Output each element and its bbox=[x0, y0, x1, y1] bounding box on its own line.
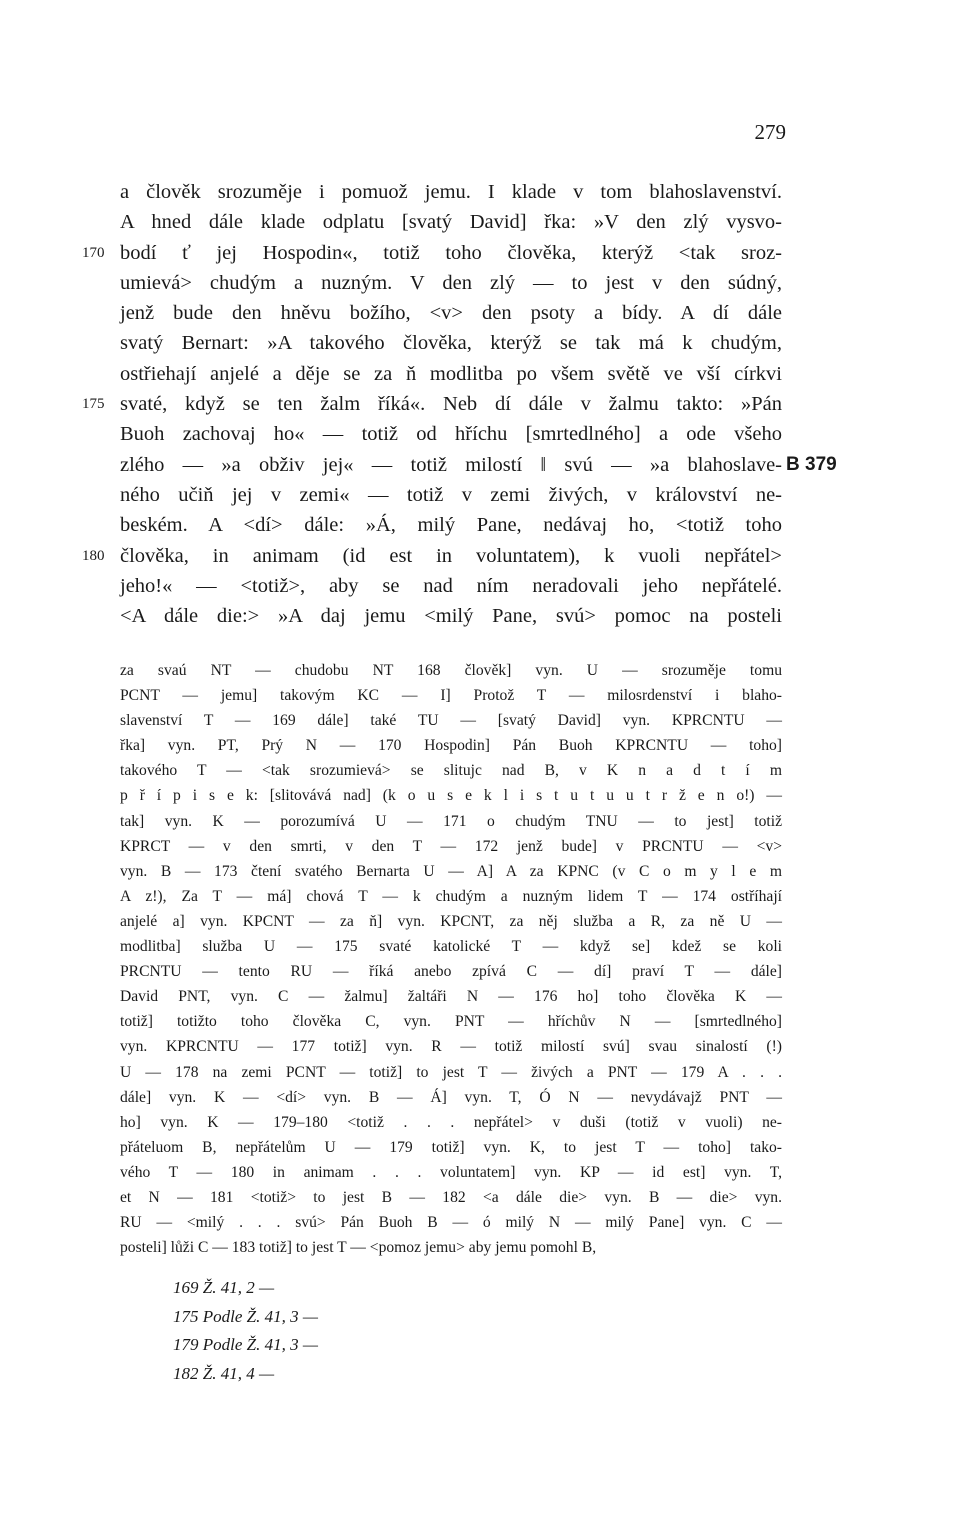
text-line-content: jenž bude den hněvu božího, <v> den psoty a bídy. A dí dále bbox=[120, 302, 782, 325]
apparatus-line: totiž] totižto toho člověka C, vyn. PNT — hříchův N — [smrtedlného] bbox=[120, 1013, 782, 1031]
text-line bbox=[120, 328, 782, 358]
apparatus-line: David PNT, vyn. C — žalmu] žaltáři N — 176 ho] toho člověka K — bbox=[120, 988, 782, 1006]
line-number: 175 bbox=[82, 396, 105, 413]
apparatus-line: ho] vyn. K — 179–180 <totiž . . . nepřátel> v duši (totiž v vuoli) ne- bbox=[120, 1113, 782, 1131]
reference-line: 179 Podle Ž. 41, 3 — bbox=[173, 1335, 318, 1354]
text-line bbox=[120, 571, 782, 601]
text-line bbox=[82, 389, 782, 419]
apparatus-line: posteli] lůži C — 183 totiž] to jest T — <pomoz jemu> aby jemu pomohl B, bbox=[120, 1239, 597, 1257]
text-line bbox=[82, 238, 782, 268]
text-line bbox=[120, 480, 782, 510]
reference-line: 182 Ž. 41, 4 — bbox=[173, 1363, 275, 1383]
critical-apparatus bbox=[120, 658, 782, 1260]
apparatus-line: PRCNTU — tento RU — říká anebo zpívá C — dí] praví T — dále] bbox=[120, 963, 782, 981]
text-line-content: svaté, když se ten žalm říká«. Neb dí dále v žalmu takto: »Pán bbox=[120, 393, 782, 416]
text-line-content: ného učiň jej v zemi« — totiž v zemi živých, v království ne- bbox=[120, 483, 782, 506]
apparatus-line: takového T — <tak srozumievá> se slitujc nad B, v K n a d t í m bbox=[120, 762, 782, 780]
text-line-content: beském. A <dí> dále: »Á, milý Pane, nedávaj ho, <totiž toho bbox=[120, 514, 782, 537]
text-line bbox=[120, 601, 782, 631]
line-number: 180 bbox=[82, 547, 105, 564]
page-number: 279 bbox=[754, 120, 786, 144]
reference-line: 175 Podle Ž. 41, 3 — bbox=[173, 1306, 318, 1326]
apparatus-line: PCNT — jemu] takovým KC — I] Protož T — milosrdenství i blaho- bbox=[120, 687, 782, 705]
text-line-content: A hned dále klade odplatu [svatý David] řka: »V den zlý vysvo- bbox=[120, 211, 782, 234]
apparatus-line: za svaú NT — chudobu NT 168 člověk] vyn. U — srozuměje tomu bbox=[120, 662, 782, 679]
apparatus-line: A z!), Za T — má] chová T — k chudým a nuzným lidem T — 174 ostříhají bbox=[120, 887, 782, 905]
text-line-content: Buoh zachovaj ho« — totiž od hříchu [smrtedlného] a ode všeho bbox=[120, 423, 782, 446]
margin-reference: B 379 bbox=[786, 453, 837, 475]
text-line bbox=[120, 359, 782, 389]
apparatus-line: anjelé a] vyn. KPCNT — za ň] vyn. KPCNT, za něj služba a R, za ně U — bbox=[120, 912, 782, 930]
apparatus-line: slavenství T — 169 dále] také TU — [svatý David] vyn. KPRCNTU — bbox=[120, 712, 782, 730]
line-number: 170 bbox=[82, 244, 105, 261]
text-line-content: a člověk srozuměje i pomuož jemu. I klade v tom blahoslavenství. bbox=[120, 181, 782, 203]
apparatus-line: p ř í p i s e k: [slitovává nad] (k o u s e k l i s t u t u u t r ž e n o!) — bbox=[120, 787, 782, 805]
text-line bbox=[120, 177, 782, 207]
apparatus-line: RU — <milý . . . svú> Pán Buoh B — ó milý N — milý Pane] vyn. C — bbox=[120, 1214, 782, 1232]
text-line-content: umievá> chudým a nuzným. V den zlý — to jest v den súdný, bbox=[120, 271, 782, 294]
text-line-content: svatý Bernart: »A takového člověka, kterýž se tak má k chudým, bbox=[120, 332, 782, 355]
apparatus-line: přáteluom B, nepřátelům U — 179 totiž] vyn. K, to jest T — toho] tako- bbox=[120, 1138, 782, 1156]
apparatus-line: tak] vyn. K — porozumívá U — 171 o chudým TNU — to jest] totiž bbox=[120, 812, 782, 830]
text-line bbox=[120, 268, 782, 298]
text-line-content: zlého — »a obživ jej« — totiž milostí ǁ svú — »a blahoslave- bbox=[120, 453, 782, 476]
text-line-content: <A dále die:> »A daj jemu <milý Pane, svú> pomoc na posteli bbox=[120, 605, 782, 628]
text-line bbox=[82, 541, 782, 571]
apparatus-line: vyn. B — 173 čtení svatého Bernarta U — A] A za KPNC (v C o m y l e m bbox=[120, 862, 782, 880]
main-text bbox=[82, 177, 837, 631]
apparatus-line: KPRCT — v den smrti, v den T — 172 jenž bude] v PRCNTU — <v> bbox=[120, 837, 782, 855]
text-line-content: ostřiehají anjelé a děje se za ň modlitba po všem světě ve vší církvi bbox=[120, 362, 782, 385]
apparatus-line: řka] vyn. PT, Prý N — 170 Hospodin] Pán Buoh KPRCNTU — toho] bbox=[120, 737, 782, 755]
text-line-content: jeho!« — <totiž>, aby se nad ním neradovali jeho nepřátelé. bbox=[120, 574, 782, 597]
apparatus-line: vého T — 180 in animam . . . voluntatem] vyn. KP — id est] vyn. T, bbox=[120, 1163, 782, 1181]
text-line-content: člověka, in animam (id est in voluntatem), k vuoli nepřátel> bbox=[120, 544, 782, 567]
text-line bbox=[120, 450, 837, 480]
text-line bbox=[120, 419, 782, 449]
text-line bbox=[120, 298, 782, 328]
text-line-content: bodí ť jej Hospodin«, totiž toho člověka, kterýž <tak sroz- bbox=[120, 241, 782, 264]
biblical-references bbox=[173, 1274, 318, 1388]
text-line bbox=[120, 207, 782, 237]
apparatus-line: vyn. KPRCNTU — 177 totiž] vyn. R — totiž milostí svú] svau sinalostí (!) bbox=[120, 1038, 782, 1056]
apparatus-line: dále] vyn. K — <dí> vyn. B — Á] vyn. T, Ó N — nevydávajž PNT — bbox=[120, 1088, 782, 1106]
apparatus-line: et N — 181 <totiž> to jest B — 182 <a dále die> vyn. B — die> vyn. bbox=[120, 1188, 782, 1206]
apparatus-line: U — 178 na zemi PCNT — totiž] to jest T — živých a PNT — 179 A . . . bbox=[120, 1063, 782, 1081]
apparatus-line: modlitba] služba U — 175 svaté katolické T — když se] kdež se koli bbox=[120, 938, 782, 956]
text-line bbox=[120, 510, 782, 540]
reference-line: 169 Ž. 41, 2 — bbox=[173, 1278, 275, 1297]
